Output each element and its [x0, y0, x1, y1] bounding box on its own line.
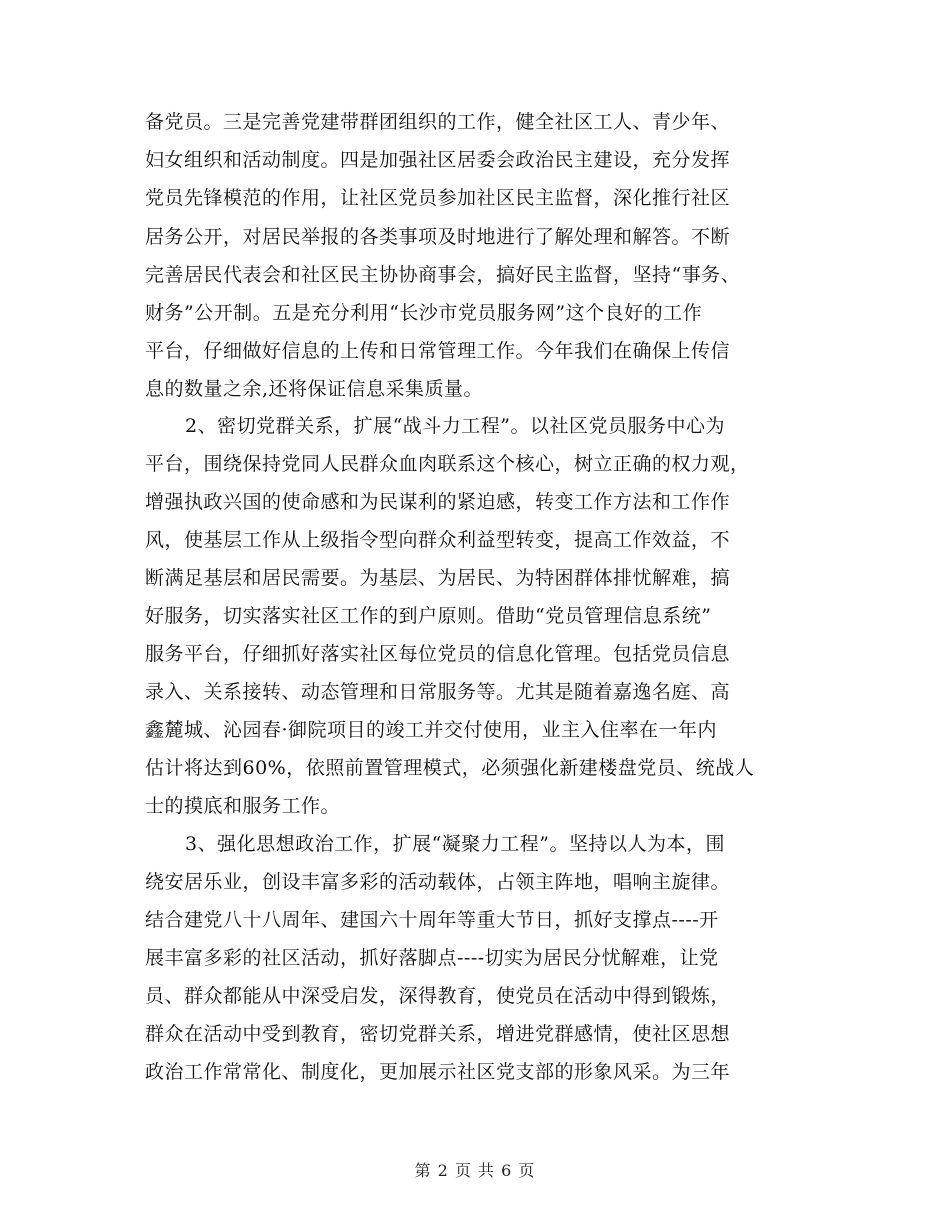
- text-line: 息的数量之余,还将保证信息采集质量。: [145, 378, 484, 400]
- text-line: 居务公开，对居民举报的各类事项及时地进行了解处理和解答。不断: [145, 226, 731, 248]
- text-line: 服务平台，仔细抓好落实社区每位党员的信息化管理。包括党员信息: [145, 643, 731, 665]
- text-line: 增强执政兴国的使命感和为民谋利的紧迫感，转变工作方法和工作作: [145, 491, 731, 513]
- page-footer: 第 2 页 共 6 页: [414, 1161, 536, 1180]
- text-line: 结合建党八十八周年、建国六十周年等重大节日，抓好支撑点----开: [145, 909, 719, 931]
- text-line: 政治工作常常化、制度化，更加展示社区党支部的形象风采。为三年: [145, 1061, 731, 1083]
- text-line: 士的摸底和服务工作。: [145, 795, 341, 817]
- text-line: 2、密切党群关系，扩展“战斗力工程”。以社区党员服务中心为: [185, 415, 726, 437]
- text-line: 绕安居乐业，创设丰富多彩的活动载体，占领主阵地，唱响主旋律。: [145, 871, 731, 893]
- text-line: 党员先锋模范的作用，让社区党员参加社区民主监督，深化推行社区: [145, 187, 731, 209]
- text-line: 平台，围绕保持党同人民群众血肉联系这个核心，树立正确的权力观，: [145, 453, 750, 475]
- text-line: 断满足基层和居民需要。为基层、为居民、为特困群体排忧解难，搞: [145, 567, 731, 589]
- text-line: 备党员。三是完善党建带群团组织的工作，健全社区工人、青少年、: [145, 111, 731, 133]
- text-line: 群众在活动中受到教育，密切党群关系，增进党群感情，使社区思想: [145, 1023, 731, 1045]
- text-line: 完善居民代表会和社区民主协协商事会，搞好民主监督，坚持“事务、: [145, 264, 741, 286]
- text-line: 鑫麓城、沁园春·御院项目的竣工并交付使用，业主入住率在一年内: [145, 719, 718, 741]
- text-line: 录入、关系接转、动态管理和日常服务等。尤其是随着嘉逸名庭、高: [145, 681, 731, 703]
- text-line: 好服务，切实落实社区工作的到户原则。借助“党员管理信息系统”: [145, 605, 712, 627]
- text-line: 风，使基层工作从上级指令型向群众利益型转变，提高工作效益，不: [145, 529, 731, 551]
- text-line: 估计将达到60%，依照前置管理模式，必须强化新建楼盘党员、统战人: [145, 757, 755, 779]
- text-line: 财务”公开制。五是充分利用“长沙市党员服务网”这个良好的工作: [145, 302, 703, 324]
- text-line: 3、强化思想政治工作，扩展“凝聚力工程”。坚持以人为本，围: [185, 833, 726, 855]
- text-line: 展丰富多彩的社区活动，抓好落脚点----切实为居民分忧解难，让党: [145, 947, 719, 969]
- text-line: 平台，仔细做好信息的上传和日常管理工作。今年我们在确保上传信: [145, 340, 731, 362]
- text-line: 妇女组织和活动制度。四是加强社区居委会政治民主建设，充分发挥: [145, 149, 731, 171]
- text-line: 员、群众都能从中深受启发，深得教育，使党员在活动中得到锻炼，: [145, 985, 731, 1007]
